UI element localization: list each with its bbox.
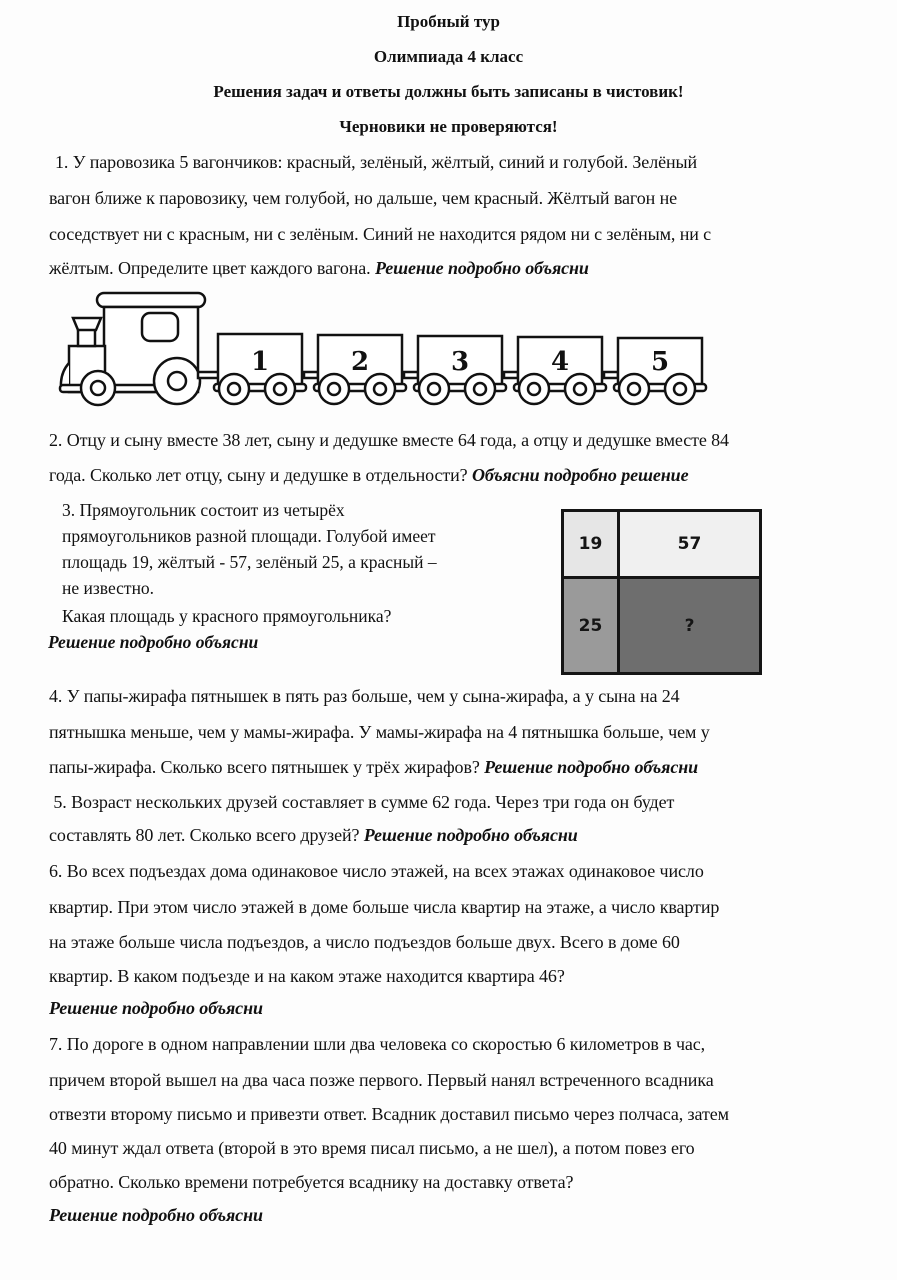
wagon-5: [604, 338, 706, 404]
explain-note: Решение подробно объясни: [48, 632, 259, 652]
problem-line: папы-жирафа. Сколько всего пятнышек у трёх жирафов?: [49, 757, 485, 777]
problem-line: 5. Возраст нескольких друзей составляет в сумме 62 года. Через три года он будет: [49, 792, 675, 812]
rect-blue-area: 19: [564, 512, 620, 579]
explain-note: Решение подробно объясни: [484, 757, 699, 777]
problem-line: соседствует ни с красным, ни с зелёным. Синий не находится рядом ни с зелёным, ни с: [49, 224, 712, 244]
problem-line-final: [49, 465, 688, 486]
wagon-2: [304, 335, 406, 404]
wagon-number: 5: [650, 347, 670, 377]
wagon-number: 4: [550, 347, 570, 377]
problem-line: прямоугольников разной площади. Голубой имеет: [62, 526, 436, 546]
problem-line: 4. У папы-жирафа пятнышек в пять раз больше, чем у сына-жирафа, а у сына на 24: [49, 686, 680, 706]
problem-line: причем второй вышел на два часа позже первого. Первый нанял встреченного всадника: [49, 1070, 714, 1090]
problem-line: вагон ближе к паровозику, чем голубой, но дальше, чем красный. Жёлтый вагон не: [49, 188, 678, 208]
page-subtitle: Олимпиада 4 класс: [373, 47, 524, 66]
explain-note: Решение подробно объясни: [49, 1205, 263, 1225]
problem-line: обратно. Сколько времени потребуется всаднику на доставку ответа?: [49, 1172, 574, 1192]
explain-note: Решение подробно объясни: [363, 825, 578, 845]
wagon-4: [504, 337, 606, 404]
problem-line: пятнышка меньше, чем у мамы-жирафа. У мамы-жирафа на 4 пятнышка больше, чем у: [49, 722, 710, 742]
notice-clean-copy: Решения задач и ответы должны быть записаны в чистовик!: [213, 82, 684, 101]
wagon-1: [214, 334, 306, 404]
problem-line: не известно.: [62, 578, 155, 598]
problem-line: Какая площадь у красного прямоугольника?: [62, 606, 392, 626]
problem-line: 3. Прямоугольник состоит из четырёх: [62, 500, 345, 520]
problem-line: 1. У паровозика 5 вагончиков: красный, зелёный, жёлтый, синий и голубой. Зелёный: [55, 152, 698, 172]
wagon-number: 2: [350, 347, 370, 377]
page-title: Пробный тур: [397, 12, 500, 31]
problem-line: на этаже больше числа подъездов, а число подъездов больше двух. Всего в доме 60: [49, 932, 680, 952]
explain-note: Объясни подробно решение: [471, 465, 689, 485]
problem-line: составлять 80 лет. Сколько всего друзей?: [49, 825, 364, 845]
problem-line: квартир. При этом число этажей в доме больше числа квартир на этаже, а число квартир: [49, 897, 720, 917]
problem-line: года. Сколько лет отцу, сыну и дедушке в отдельности?: [49, 465, 472, 485]
train-illustration: [58, 288, 718, 413]
notice-drafts: Черновики не проверяются!: [339, 117, 558, 136]
problem-line: жёлтым. Определите цвет каждого вагона.: [49, 258, 375, 278]
problem-line: 2. Отцу и сыну вместе 38 лет, сыну и дедушке вместе 64 года, а отцу и дедушке вместе 84: [49, 430, 729, 450]
rectangle-figure: [561, 509, 762, 675]
rect-yellow-area: 57: [620, 512, 759, 579]
problem-line: 6. Во всех подъездах дома одинаковое число этажей, на всех этажах одинаковое число: [49, 861, 704, 881]
wagon-number: 1: [250, 347, 270, 377]
problem-line: 7. По дороге в одном направлении шли два человека со скоростью 6 километров в час,: [49, 1034, 706, 1054]
problem-line-final: [49, 825, 578, 846]
problem-line-final: [49, 757, 698, 778]
wagon-number: 3: [450, 347, 470, 377]
problem-line: отвезти второму письмо и привезти ответ. Всадник доставил письмо через полчаса, затем: [49, 1104, 729, 1124]
locomotive-icon: [60, 293, 220, 405]
problem-line: 40 минут ждал ответа (второй в это время писал письмо, а не шел), а потом повез его: [49, 1138, 695, 1158]
problem-line: квартир. В каком подъезде и на каком этаже находится квартира 46?: [49, 966, 565, 986]
problem-line: площадь 19, жёлтый - 57, зелёный 25, а красный –: [62, 552, 437, 572]
problem-line-final: [49, 258, 589, 279]
rect-red-area: ?: [620, 579, 759, 672]
explain-note: Решение подробно объясни: [49, 998, 263, 1018]
rect-green-area: 25: [564, 579, 620, 672]
explain-note: Решение подробно объясни: [374, 258, 589, 278]
wagon-3: [404, 336, 506, 404]
